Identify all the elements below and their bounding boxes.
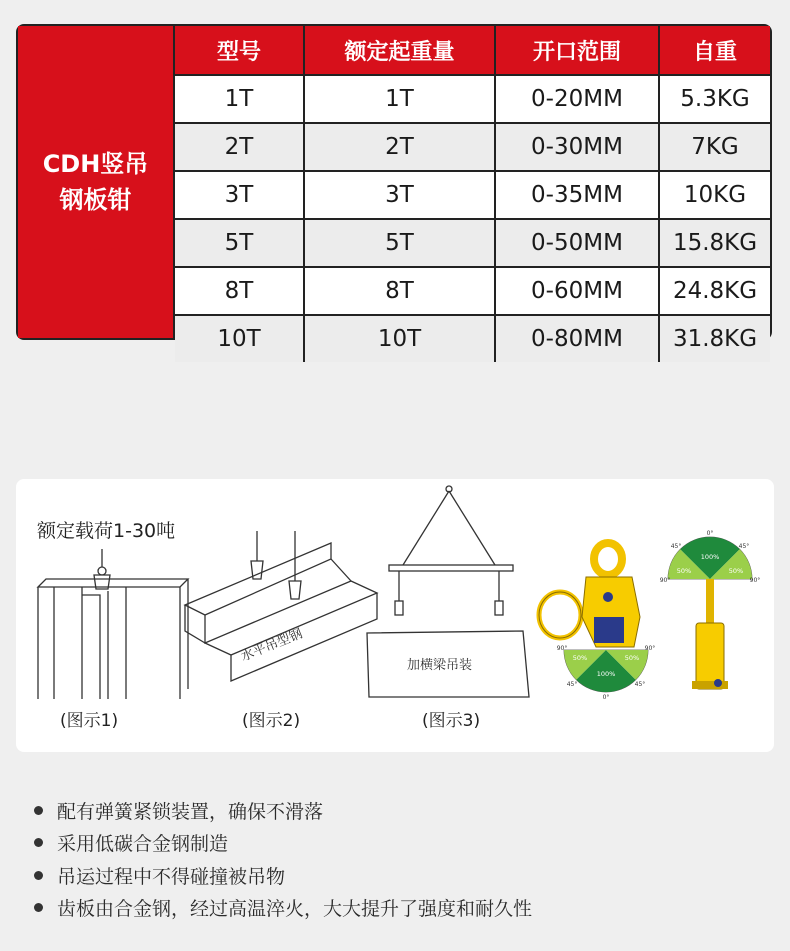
spec-table [16, 24, 772, 352]
bullet-icon [34, 871, 43, 880]
dial-top-90-right: 90° [749, 577, 761, 584]
dial-bottom-45-right: 45° [634, 681, 646, 688]
list-item [34, 859, 532, 892]
dial-top-center-100: 100% [700, 553, 720, 561]
table-row [175, 123, 770, 171]
figure-2-caption: (图示2) [242, 711, 301, 731]
table-row [175, 171, 770, 219]
dial-bottom-right-50: 50% [624, 654, 640, 662]
cell-rated-load: 8T [304, 267, 495, 315]
spec-grid [175, 26, 770, 362]
bullet-icon [34, 903, 43, 912]
cell-weight: 31.8KG [659, 315, 770, 362]
cell-opening-range: 0-30MM [495, 123, 659, 171]
cell-weight: 5.3KG [659, 75, 770, 123]
feature-list [34, 794, 532, 924]
cell-model: 3T [175, 171, 304, 219]
product-title-cell [18, 26, 175, 338]
product-title-line2: 钢板钳 [59, 186, 132, 214]
cell-rated-load: 2T [304, 123, 495, 171]
feature-text: 采用低碳合金钢制造 [57, 833, 229, 856]
cell-opening-range: 0-80MM [495, 315, 659, 362]
feature-text: 齿板由合金钢，经过高温淬火，大大提升了强度和耐久性 [57, 898, 533, 921]
list-item [34, 892, 532, 925]
dial-top-45-left: 45° [670, 543, 682, 550]
product-title-line1: CDH竖吊 [42, 150, 149, 178]
header-model: 型号 [175, 26, 304, 75]
bullet-icon [34, 806, 43, 815]
cell-rated-load: 3T [304, 171, 495, 219]
bullet-icon [34, 838, 43, 847]
dial-bottom-45-left: 45° [566, 681, 578, 688]
clamp-side-view-image [652, 530, 768, 695]
figure-3-spreader-beam-lift [363, 485, 535, 700]
figure-1-caption: (图示1) [60, 711, 119, 731]
table-row [175, 219, 770, 267]
cell-weight: 7KG [659, 123, 770, 171]
dial-top-45-right: 45° [738, 543, 750, 550]
dial-top-0: 0° [706, 530, 714, 537]
figure-3-caption: (图示3) [422, 711, 481, 731]
cell-opening-range: 0-35MM [495, 171, 659, 219]
dial-bottom-90-left: 90° [556, 645, 568, 652]
figure-2-beam-text: 水平吊型钢 [238, 626, 305, 665]
dial-top-left-50: 50% [676, 567, 692, 575]
cell-model: 5T [175, 219, 304, 267]
dial-top-90-left: 90° [659, 577, 671, 584]
list-item [34, 827, 532, 860]
cell-opening-range: 0-50MM [495, 219, 659, 267]
table-row [175, 315, 770, 362]
usage-illustration-panel [16, 479, 774, 752]
figure-1-vertical-lift [30, 549, 190, 699]
table-row [175, 267, 770, 315]
dial-bottom-center-100: 100% [596, 670, 616, 678]
cell-rated-load: 5T [304, 219, 495, 267]
clamp-product-image [536, 537, 671, 702]
header-row [175, 26, 770, 75]
dial-bottom-left-50: 50% [572, 654, 588, 662]
rated-load-label: 额定载荷1-30吨 [37, 520, 176, 542]
header-rated-load: 额定起重量 [304, 26, 495, 75]
feature-text: 配有弹簧紧锁装置，确保不滑落 [57, 800, 324, 823]
cell-weight: 10KG [659, 171, 770, 219]
header-opening-range: 开口范围 [495, 26, 659, 75]
figure-3-plate-text: 加横梁吊装 [407, 658, 473, 673]
feature-text: 吊运过程中不得碰撞被吊物 [57, 865, 286, 888]
header-weight: 自重 [659, 26, 770, 75]
cell-model: 1T [175, 75, 304, 123]
cell-model: 8T [175, 267, 304, 315]
cell-weight: 15.8KG [659, 219, 770, 267]
cell-model: 2T [175, 123, 304, 171]
table-row [175, 75, 770, 123]
cell-weight: 24.8KG [659, 267, 770, 315]
cell-opening-range: 0-60MM [495, 267, 659, 315]
cell-rated-load: 1T [304, 75, 495, 123]
cell-rated-load: 10T [304, 315, 495, 362]
cell-model: 10T [175, 315, 304, 362]
dial-bottom-90-right: 90° [644, 645, 656, 652]
cell-opening-range: 0-20MM [495, 75, 659, 123]
dial-top-right-50: 50% [728, 567, 744, 575]
list-item [34, 794, 532, 827]
dial-bottom-0: 0° [602, 694, 610, 701]
figure-2-horizontal-beam-lift [181, 531, 381, 701]
